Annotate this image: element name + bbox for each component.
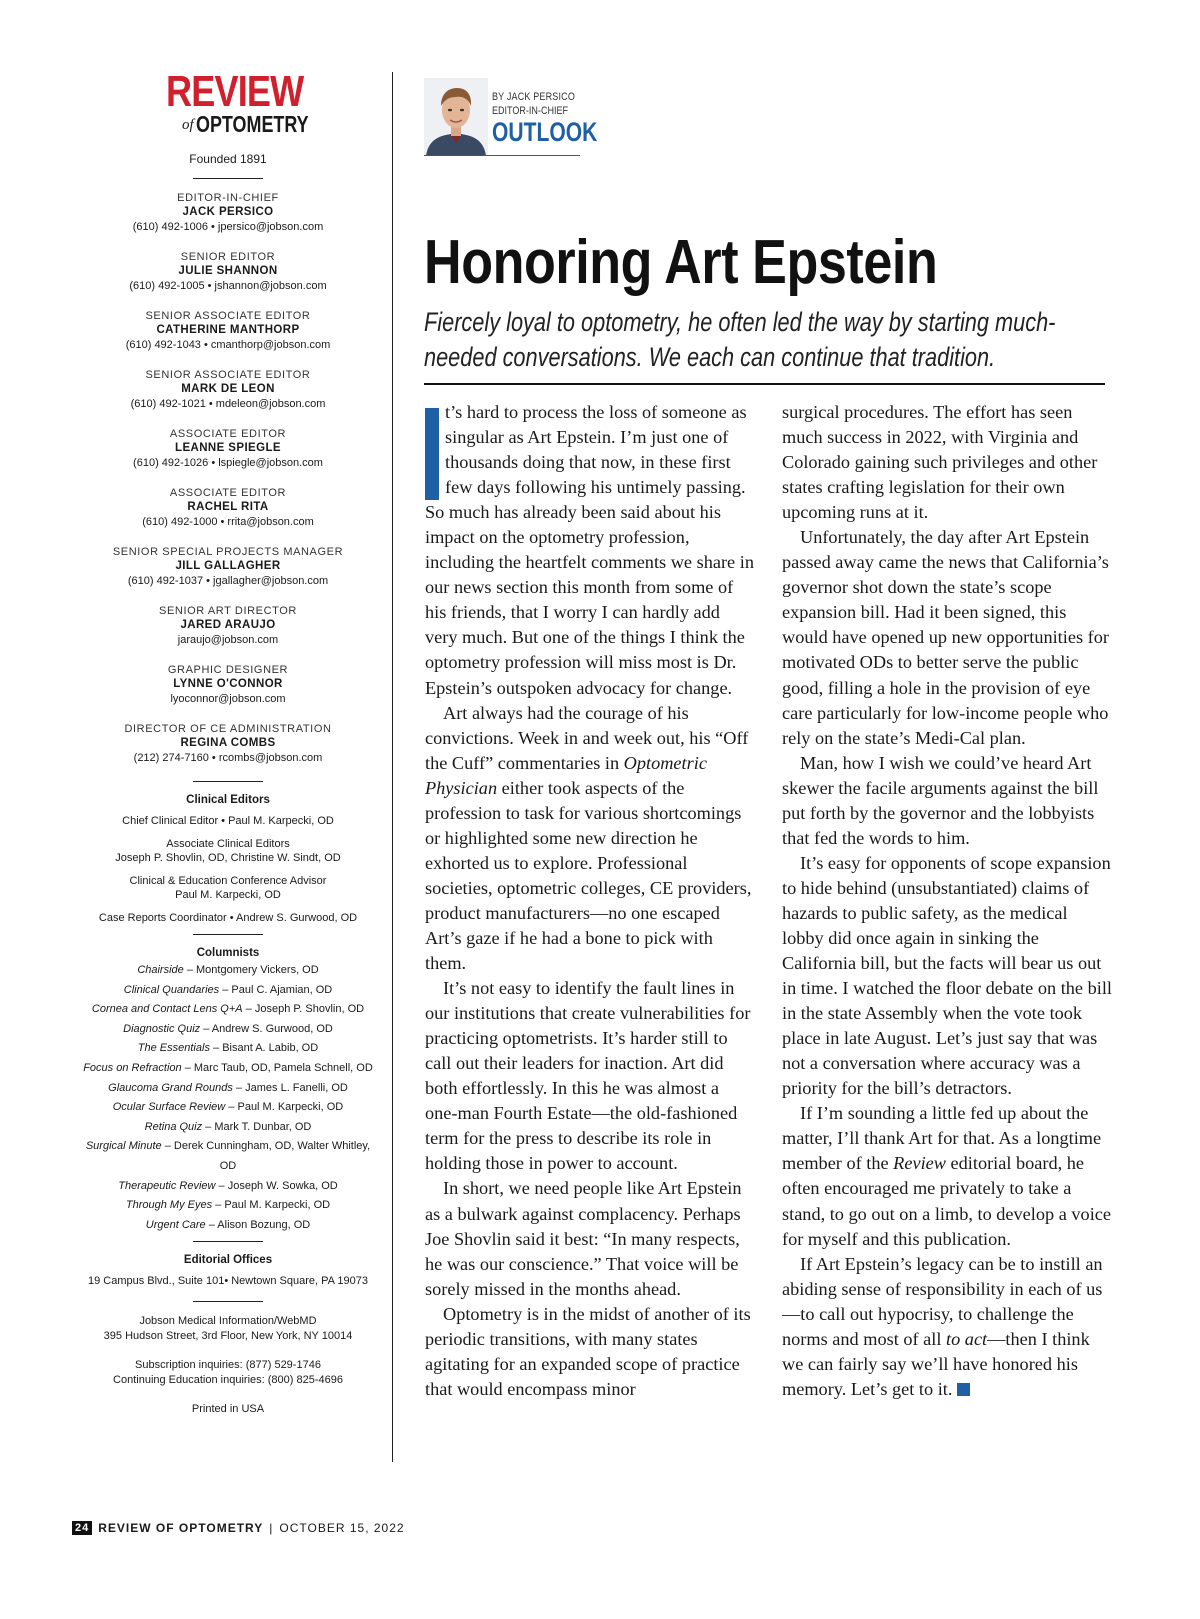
publication-title: Review	[893, 1153, 946, 1174]
logo-of-text: of	[182, 117, 194, 133]
conference-advisor-name: Paul M. Karpecki, OD	[175, 889, 281, 901]
columnist-names: Paul M. Karpecki, OD	[224, 1199, 331, 1212]
column-name: Retina Quiz	[144, 1120, 203, 1133]
columnists-heading: Columnists	[196, 947, 260, 959]
staff-name: JACK PERSICO	[182, 206, 274, 218]
columnist-separator: –	[212, 1199, 225, 1212]
staff-title: EDITOR-IN-CHIEF	[177, 192, 279, 204]
staff-title: ASSOCIATE EDITOR	[169, 487, 287, 499]
staff-title: DIRECTOR OF CE ADMINISTRATION	[124, 723, 332, 735]
columnist-names: James L. Fanelli, OD	[245, 1081, 348, 1094]
columnist-names: Andrew S. Gurwood, OD	[211, 1022, 333, 1035]
column-divider	[392, 72, 393, 1462]
paragraph-text: —then I think we can fairly say we’ll have honored his memory. Let’s get to it.	[782, 1328, 1090, 1399]
section-label: OUTLOOK	[492, 117, 598, 147]
editorial-offices-address: 19 Campus Blvd., Suite 101• Newtown Square, PA 19073	[87, 1275, 369, 1288]
columnist-entry	[78, 1118, 378, 1138]
columnist-separator: –	[181, 1061, 194, 1074]
columnist-separator: –	[215, 1179, 228, 1192]
byline-text	[492, 78, 627, 146]
staff-entry	[78, 427, 378, 471]
column-name: Surgical Minute	[85, 1140, 162, 1153]
founded-line: Founded 1891	[189, 152, 267, 166]
columnist-names: Paul C. Ajamian, OD	[231, 983, 333, 996]
columnist-separator: –	[205, 1218, 218, 1231]
staff-title: ASSOCIATE EDITOR	[169, 428, 287, 440]
staff-entry	[78, 250, 378, 294]
columnist-names: Marc Taub, OD, Pamela Schnell, OD	[193, 1061, 373, 1074]
page-number: 24	[72, 1521, 92, 1535]
staff-list	[78, 191, 378, 766]
column-name: Therapeutic Review	[118, 1179, 216, 1192]
column-name: Clinical Quandaries	[123, 983, 220, 996]
associate-clinical-names: Joseph P. Shovlin, OD, Christine W. Sindt, OD	[115, 852, 341, 864]
staff-entry	[78, 368, 378, 412]
divider	[193, 1301, 263, 1302]
column-name: Cornea and Contact Lens Q+A	[91, 1003, 243, 1016]
case-reports-coordinator: Case Reports Coordinator • Andrew S. Gurwood, OD	[98, 912, 358, 924]
publication-title: Optometric Physician	[425, 752, 707, 798]
paragraph: Man, how I wish we could’ve heard Art skewer the facile arguments against the bill put forth by the governor and the lobbyists that fed the words to him.	[782, 752, 1099, 848]
divider	[193, 1241, 263, 1242]
columnist-names: Alison Bozung, OD	[217, 1218, 311, 1231]
paragraph: surgical procedures. The effort has seen much success in 2022, with Virginia and Colorado gaining such privileges and other states crafting legislation for their own upcoming runs at it.	[782, 402, 1098, 523]
byline-underline	[424, 155, 580, 156]
columnist-names: Montgomery Vickers, OD	[196, 964, 319, 976]
divider	[193, 934, 263, 935]
staff-name: JARED ARAUJO	[180, 619, 276, 631]
paragraph	[425, 400, 755, 701]
staff-entry	[78, 309, 378, 353]
columnist-entry	[78, 1059, 378, 1079]
publisher-block	[78, 1314, 378, 1344]
staff-name: JULIE SHANNON	[178, 265, 278, 277]
printed-in: Printed in USA	[191, 1403, 265, 1416]
staff-entry	[78, 191, 378, 235]
columnist-entry	[78, 1216, 378, 1236]
associate-clinical-editors	[78, 837, 378, 865]
column-name: Through My Eyes	[125, 1199, 213, 1212]
staff-name: LYNNE O'CONNOR	[173, 678, 283, 690]
columnist-names: Paul M. Karpecki, OD	[237, 1101, 344, 1114]
divider	[193, 781, 263, 782]
paragraph	[782, 1101, 1112, 1251]
emphasis-text: to act	[946, 1328, 988, 1349]
staff-contact: (610) 492-1021 • mdeleon@jobson.com	[130, 398, 326, 410]
staff-title: SENIOR ART DIRECTOR	[159, 605, 297, 617]
staff-entry	[78, 663, 378, 707]
columnist-separator: –	[202, 1120, 215, 1133]
byline	[424, 78, 627, 156]
footer-publication: REVIEW OF OPTOMETRY	[98, 1521, 264, 1535]
end-mark-icon	[957, 1383, 970, 1396]
columnist-separator: –	[232, 1081, 246, 1094]
columnist-entry	[78, 1177, 378, 1197]
column-name: The Essentials	[137, 1042, 210, 1055]
columnist-names: Bisant A. Labib, OD	[222, 1042, 319, 1055]
staff-name: MARK DE LEON	[181, 383, 275, 395]
logo-review-text: REVIEW	[166, 67, 304, 116]
staff-title: SENIOR ASSOCIATE EDITOR	[145, 369, 311, 381]
publisher-address: 395 Hudson Street, 3rd Floor, New York, NY 10014	[103, 1330, 353, 1343]
staff-name: CATHERINE MANTHORP	[156, 324, 300, 336]
headline-rule	[424, 383, 1105, 385]
footer-date: OCTOBER 15, 2022	[279, 1521, 405, 1535]
staff-contact: lyoconnor@jobson.com	[170, 693, 286, 705]
article-headline: Honoring Art Epstein	[424, 228, 938, 297]
paragraph-text: If Art Epstein’s legacy can be to instill an abiding sense of responsibility in each of us—to call out hypocrisy, to challenge the norms and most of all	[782, 1253, 1103, 1349]
column-name: Ocular Surface Review	[112, 1101, 226, 1114]
columnist-separator: –	[225, 1101, 238, 1114]
associate-clinical-title: Associate Clinical Editors	[166, 838, 290, 850]
divider	[193, 178, 263, 179]
columnist-names: Mark T. Dunbar, OD	[214, 1120, 312, 1133]
paragraph: Optometry is in the midst of another of its periodic transitions, with many states agitating for an expanded scope of practice that would encompass minor	[425, 1303, 751, 1399]
columnist-entry	[78, 1196, 378, 1216]
staff-contact: jaraujo@jobson.com	[177, 634, 279, 646]
columnist-entry	[78, 961, 378, 981]
paragraph: It’s easy for opponents of scope expansion to hide behind (unsubstantiated) claims of hazards to public safety, as the medical lobby did once again in sinking the California bill, but the facts will bear us out in time. I watched the floor debate on the bill in the state Assembly when the vote took place in late August. Let’s just say that was not a conversation where accuracy was a priority for the bill’s detractors.	[782, 852, 1112, 1099]
paragraph: In short, we need people like Art Epstein as a bulwark against complacency. Perhaps Joe Shovlin said it best: “In many respects, he was our conscience.” That voice will be sorely missed in the months ahead.	[425, 1178, 742, 1299]
staff-name: JILL GALLAGHER	[175, 560, 281, 572]
subscription-inquiries: Subscription inquiries: (877) 529-1746	[135, 1359, 321, 1372]
editorial-offices-heading: Editorial Offices	[183, 1254, 273, 1267]
columnist-entry	[78, 1098, 378, 1118]
article-dek: Fiercely loyal to optometry, he often led the way by starting much-needed conversations. We each can continue that tradition.	[424, 307, 1056, 372]
publisher-name: Jobson Medical Information/WebMD	[139, 1315, 317, 1328]
drop-cap	[425, 408, 439, 500]
column-name: Focus on Refraction	[83, 1061, 182, 1074]
columnist-list	[78, 961, 378, 1235]
staff-contact: (610) 492-1043 • cmanthorp@jobson.com	[125, 339, 331, 351]
paragraph: Unfortunately, the day after Art Epstein passed away came the news that California’s governor shot down the state’s scope expansion bill. Had it been signed, this would have opened up new opportunities for motivated ODs to better serve the public good, filling a hole in the provision of eye care particularly for low-income people who rely on the state’s Medi-Cal plan.	[782, 527, 1109, 748]
staff-name: REGINA COMBS	[180, 737, 276, 749]
columnist-entry	[78, 1079, 378, 1099]
staff-entry	[78, 486, 378, 530]
staff-title: SENIOR SPECIAL PROJECTS MANAGER	[112, 546, 344, 558]
conference-advisor-title: Clinical & Education Conference Advisor	[129, 875, 327, 887]
columnist-names: Derek Cunningham, OD, Walter Whitley, OD	[173, 1140, 371, 1172]
staff-contact: (212) 274-7160 • rcombs@jobson.com	[133, 752, 323, 764]
page-footer	[72, 1521, 405, 1535]
footer-separator: |	[269, 1521, 274, 1535]
staff-contact: (610) 492-1037 • jgallagher@jobson.com	[127, 575, 329, 587]
inquiries-block	[78, 1358, 378, 1388]
chief-clinical-editor: Chief Clinical Editor • Paul M. Karpecki, OD	[122, 815, 334, 827]
staff-title: SENIOR ASSOCIATE EDITOR	[145, 310, 311, 322]
paragraph-text: either took aspects of the profession to task for various shortcomings or highlighted some new direction he exhorted us to explore. Professional societies, optometric colleges, CE providers, product manufacturers—no one escaped Art’s gaze if he had a bone to pick with them.	[425, 777, 752, 974]
columnist-names: Joseph W. Sowka, OD	[227, 1179, 338, 1192]
paragraph-text: Art always had the courage of his convictions. Week in and week out, his “Off the Cuff” commentaries in	[425, 702, 749, 773]
paragraph-text: editorial board, he often encouraged me privately to take a stand, to go out on a limb, to develop a voice for myself and this publication.	[782, 1153, 1111, 1249]
staff-entry	[78, 722, 378, 766]
staff-name: RACHEL RITA	[187, 501, 269, 513]
columnist-entry	[78, 1137, 378, 1176]
columnist-entry	[78, 1000, 378, 1020]
byline-author: BY JACK PERSICO	[492, 91, 575, 103]
column-name: Urgent Care	[145, 1218, 206, 1231]
staff-entry	[78, 545, 378, 589]
paragraph: It’s not easy to identify the fault lines in our institutions that create vulnerabilities for practicing optometrists. It’s harder still to call out their leaders for inaction. Art did both effortlessly. In this he was almost a one-man Fourth Estate—the old-fashioned term for the press to describe its role in holding those in power to account.	[425, 978, 751, 1174]
staff-name: LEANNE SPIEGLE	[175, 442, 281, 454]
staff-entry	[78, 604, 378, 648]
paragraph	[782, 1252, 1112, 1402]
paragraph-text: If I’m sounding a little fed up about the matter, I’ll thank Art for that. As a longtime member of the	[782, 1103, 1102, 1174]
author-portrait-image	[424, 78, 488, 156]
article-column-2	[782, 400, 1112, 1402]
columnist-entry	[78, 1039, 378, 1059]
clinical-editors-heading: Clinical Editors	[186, 794, 270, 806]
author-portrait	[424, 78, 488, 156]
paragraph	[425, 701, 755, 977]
masthead	[78, 67, 378, 1417]
columnist-entry	[78, 981, 378, 1001]
staff-contact: (610) 492-1026 • lspiegle@jobson.com	[133, 457, 323, 469]
staff-contact: (610) 492-1006 • jpersico@jobson.com	[132, 221, 324, 233]
columnist-separator: –	[209, 1042, 223, 1055]
columnist-entry	[78, 1020, 378, 1040]
staff-title: GRAPHIC DESIGNER	[167, 664, 289, 676]
columnist-names: Joseph P. Shovlin, OD	[254, 1003, 365, 1016]
columnist-separator: –	[183, 964, 197, 976]
staff-contact: (610) 492-1005 • jshannon@jobson.com	[129, 280, 327, 292]
column-name: Glaucoma Grand Rounds	[108, 1081, 233, 1094]
conference-advisor	[78, 874, 378, 902]
ce-inquiries: Continuing Education inquiries: (800) 825-4696	[113, 1374, 343, 1387]
columnist-separator: –	[161, 1140, 174, 1153]
column-name: Diagnostic Quiz	[123, 1022, 201, 1035]
byline-role: EDITOR-IN-CHIEF	[492, 105, 569, 117]
paragraph-text: t’s hard to process the loss of someone as singular as Art Epstein. I’m just one of thousands doing that now, in these first few days following his untimely passing. So much has already been said about his impact on the optometry profession, including the heartfelt comments we share in our news section this month from some of his friends, that I worry I can hardly add very much. But one of the things I think the optometry profession will miss most is Dr. Epstein’s outspoken advocacy for change.	[425, 402, 754, 698]
staff-title: SENIOR EDITOR	[180, 251, 276, 263]
column-name: Chairside	[137, 964, 184, 976]
staff-contact: (610) 492-1000 • rrita@jobson.com	[142, 516, 314, 528]
columnist-separator: –	[242, 1003, 255, 1016]
article-column-1	[425, 400, 755, 1402]
review-of-optometry-logo	[78, 67, 378, 148]
columnist-separator: –	[219, 983, 232, 996]
columnist-separator: –	[200, 1022, 212, 1035]
logo-optometry-text: OPTOMETRY	[196, 111, 309, 137]
